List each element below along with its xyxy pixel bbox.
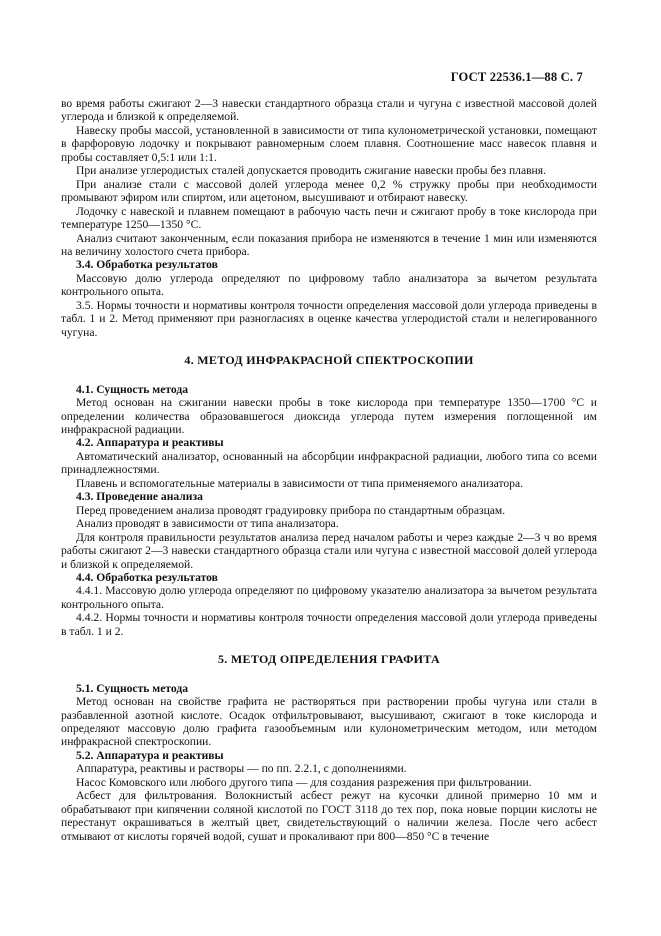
paragraph: Метод основан на свойстве графита не растворяться при растворении пробы чугуна или стали в разбавленной азотной кислоте. Осадок отфильтровывают, высушивают, сжигают в токе кислорода и определяют массовую долю графита газообъемным или кулонометрическим методом, или методом инфракрасной спектроскопии.: [61, 695, 597, 749]
paragraph: Метод основан на сжигании навески пробы в токе кислорода при температуре 1350—1700 °С и определении количества образовавшегося диоксида углерода путем измерения поглощенной им инфракрасной радиации.: [61, 396, 597, 436]
paragraph: Насос Комовского или любого другого типа — для создания разрежения при фильтровании.: [76, 775, 532, 789]
paragraph: во время работы сжигают 2—3 навески стандартного образца стали и чугуна с известной массовой долей углерода и близкой к определяемой.: [61, 97, 597, 124]
paragraph: Навеску пробы массой, установленной в зависимости от типа кулонометрической установки, помещают в фарфоровую лодочку и покрывают равномерным слоем плавня. Соотношение масс навесок плавня и пробы составляет 0,5:1 или 1:1.: [61, 123, 597, 164]
paragraph: Аппаратура, реактивы и растворы — по пп. 2.2.1, с дополнениями.: [76, 762, 407, 776]
paragraph: Лодочку с навеской и плавнем помещают в рабочую часть печи и сжигают пробу в токе кислорода при температуре 1250—1350 °С.: [61, 204, 597, 232]
paragraph: Асбест для фильтрования. Волокнистый асбест режут на кусочки длиной примерно 10 мм и обрабатывают при кипячении соляной кислотой по ГОСТ 3118 до тех пор, пока новые порции кислоты не перестанут окрашиваться в желтый цвет, свидетельствующий о наличии железа. После чего асбест отмывают от кислоты горячей водой, сушат и прокаливают при 800—850 °С в течение: [61, 789, 597, 843]
subsection-heading: 5.1. Сущность метода: [76, 681, 189, 695]
section-heading: 5. МЕТОД ОПРЕДЕЛЕНИЯ ГРАФИТА: [217, 652, 440, 667]
paragraph: Автоматический анализатор, основанный на абсорбции инфракрасной радиации, любого типа со всеми принадлежностями.: [61, 449, 597, 477]
paragraph: Плавень и вспомогательные материалы в зависимости от типа применяемого анализатора.: [76, 476, 524, 490]
paragraph: 4.4.1. Массовую долю углерода определяют по цифровому указателю анализатора за вычетом результата контрольного опыта.: [61, 584, 597, 611]
subsection-heading: 4.2. Аппаратура и реактивы: [76, 436, 224, 450]
paragraph: 4.4.2. Нормы точности и нормативы контроля точности определения массовой доли углерода приведены в табл. 1 и 2.: [61, 611, 597, 638]
document-body: [61, 97, 597, 843]
subsection-heading: 4.3. Проведение анализа: [76, 490, 203, 504]
paragraph: Анализ считают законченным, если показания прибора не изменяются в течение 1 мин или изменяются на величину холостого счета прибора.: [61, 231, 597, 258]
paragraph: 3.5. Нормы точности и нормативы контроля точности определения массовой доли углерода приведены в табл. 1 и 2. Метод применяют при разногласиях в оценке качества углеродистой стали и нелегированного чугуна.: [61, 298, 597, 339]
subsection-heading: 5.2. Аппаратура и реактивы: [76, 748, 224, 762]
paragraph: При анализе углеродистых сталей допускается проводить сжигание навески пробы без плавня.: [76, 164, 546, 178]
subsection-heading: 3.4. Обработка результатов: [76, 258, 218, 272]
subsection-heading: 4.4. Обработка результатов: [76, 570, 218, 584]
paragraph: Перед проведением анализа проводят градуировку прибора по стандартным образцам.: [76, 503, 506, 517]
paragraph: Анализ проводят в зависимости от типа анализатора.: [76, 517, 339, 531]
subsection-heading: 4.1. Сущность метода: [76, 382, 189, 396]
paragraph: Массовую долю углерода определяют по цифровому табло анализатора за вычетом результата контрольного опыта.: [61, 271, 597, 299]
page-header: ГОСТ 22536.1—88 С. 7: [450, 70, 583, 84]
section-heading: 4. МЕТОД ИНФРАКРАСНОЙ СПЕКТРОСКОПИИ: [184, 353, 474, 368]
paragraph: При анализе стали с массовой долей углерода менее 0,2 % стружку пробы при необходимости промывают эфиром или спиртом, или ацетоном, высушивают и отбирают навеску.: [61, 177, 597, 205]
paragraph: Для контроля правильности результатов анализа перед началом работы и через каждые 2—3 ч во время работы сжигают 2—3 навески стандартного образца стали или чугуна с известной массовой долей углерода и близкой к определяемой.: [61, 530, 597, 571]
